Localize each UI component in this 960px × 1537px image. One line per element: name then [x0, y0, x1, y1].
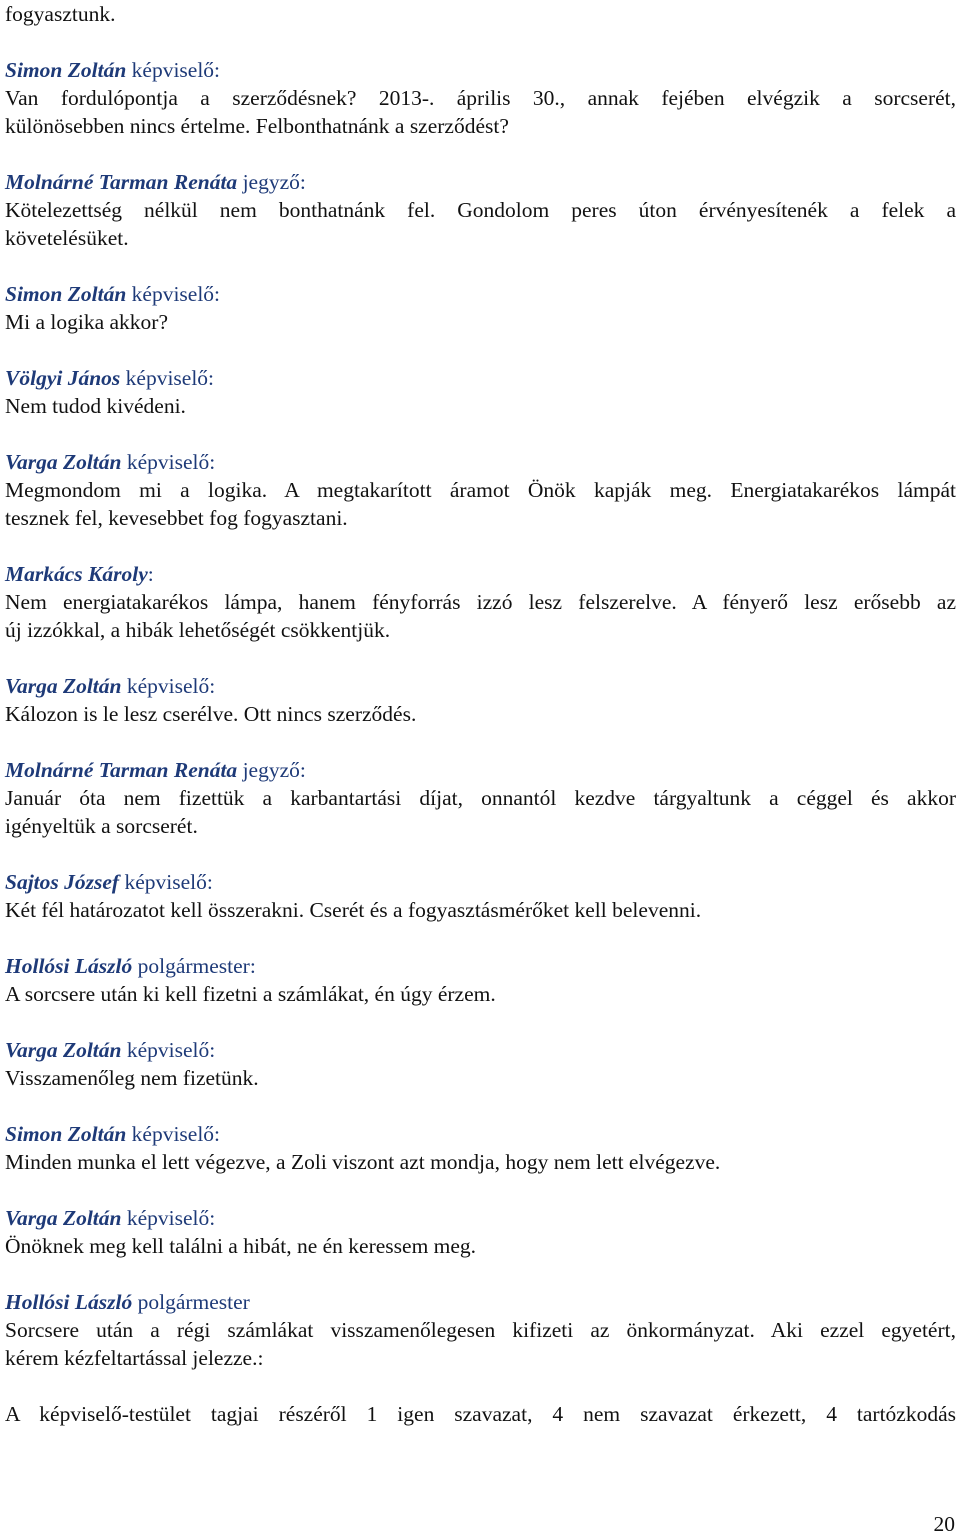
speaker-name: Simon Zoltán	[5, 1122, 127, 1146]
speech-text-line: Van fordulópontja a szerződésnek? 2013-. április 30., annak fejében elvégzik a sorcserét,	[5, 86, 956, 110]
speech-text-line: tesznek fel, kevesebbet fog fogyasztani.	[5, 506, 348, 530]
speaker-heading	[5, 56, 956, 84]
speaker-heading	[5, 1120, 956, 1148]
speech-text-line: A sorcsere után ki kell fizetni a számlákat, én úgy érzem.	[5, 982, 496, 1006]
speaker-heading	[5, 364, 956, 392]
speaker-role: képviselő:	[121, 450, 216, 474]
speaker-role: képviselő:	[121, 1206, 216, 1230]
speech-text-line: Nem energiatakarékos lámpa, hanem fényforrás izzó lesz felszerelve. A fényerő lesz erősebb az	[5, 590, 956, 614]
speaker-name: Simon Zoltán	[5, 282, 127, 306]
speech-text-line: Január óta nem fizettük a karbantartási díjat, onnantól kezdve tárgyaltunk a céggel és akkor	[5, 786, 956, 810]
speaker-name: Varga Zoltán	[5, 1206, 122, 1230]
speaker-heading	[5, 280, 956, 308]
speaker-role: polgármester:	[132, 954, 256, 978]
speaker-heading	[5, 1204, 956, 1232]
speaker-role: képviselő:	[120, 366, 215, 390]
speech-text-line: Mi a logika akkor?	[5, 310, 168, 334]
speech-text-line: Kálozon is le lesz cserélve. Ott nincs szerződés.	[5, 702, 417, 726]
speech-text-line: Megmondom mi a logika. A megtakarított áramot Önök kapják meg. Energiatakarékos lámpát	[5, 478, 956, 502]
speaker-heading	[5, 952, 956, 980]
speaker-name: Hollósi László	[5, 1290, 133, 1314]
speaker-name: Markács Károly	[5, 562, 148, 586]
speaker-heading	[5, 672, 956, 700]
minutes-body	[5, 56, 956, 1372]
top-fragment: fogyasztunk.	[5, 2, 116, 26]
speech-text-line: igényeltük a sorcserét.	[5, 814, 198, 838]
speaker-name: Sajtos József	[5, 870, 120, 894]
speaker-role: jegyző:	[237, 170, 306, 194]
speaker-heading	[5, 1288, 956, 1316]
speaker-role: képviselő:	[121, 1038, 216, 1062]
speaker-name: Varga Zoltán	[5, 450, 122, 474]
speaker-role: jegyző:	[237, 758, 306, 782]
document-page	[5, 0, 956, 1428]
speech-text-line: kérem kézfeltartással jelezze.:	[5, 1346, 264, 1370]
speaker-heading	[5, 560, 956, 588]
speaker-name: Simon Zoltán	[5, 58, 127, 82]
speech-text-line: Két fél határozatot kell összerakni. Cserét és a fogyasztásmérőket kell belevenni.	[5, 898, 702, 922]
vote-result: A képviselő-testület tagjai részéről 1 igen szavazat, 4 nem szavazat érkezett, 4 tartózkodás	[5, 1402, 956, 1426]
speaker-heading	[5, 756, 956, 784]
speaker-name: Molnárné Tarman Renáta	[5, 758, 238, 782]
speaker-name: Varga Zoltán	[5, 674, 122, 698]
speech-text-line: Visszamenőleg nem fizetünk.	[5, 1066, 259, 1090]
speech-text-line: Nem tudod kivédeni.	[5, 394, 186, 418]
speaker-name: Völgyi János	[5, 366, 121, 390]
speaker-role: :	[147, 562, 154, 586]
speaker-heading	[5, 448, 956, 476]
speaker-name: Hollósi László	[5, 954, 133, 978]
speaker-name: Molnárné Tarman Renáta	[5, 170, 238, 194]
speaker-heading	[5, 1036, 956, 1064]
speech-text-line: Kötelezettség nélkül nem bonthatnánk fel. Gondolom peres úton érvényesítenék a felek a	[5, 198, 956, 222]
speaker-role: képviselő:	[126, 58, 221, 82]
speech-text-line: követelésüket.	[5, 226, 129, 250]
speech-text-line: Önöknek meg kell találni a hibát, ne én keressem meg.	[5, 1234, 477, 1258]
speaker-heading	[5, 868, 956, 896]
speech-text-line: Sorcsere után a régi számlákat visszamenőlegesen kifizeti az önkormányzat. Aki ezzel egyetért,	[5, 1318, 956, 1342]
speaker-name: Varga Zoltán	[5, 1038, 122, 1062]
page-number: 20	[933, 1512, 955, 1536]
speaker-role: képviselő:	[119, 870, 213, 894]
speaker-role: képviselő:	[126, 282, 221, 306]
speech-text-line: Minden munka el lett végezve, a Zoli viszont azt mondja, hogy nem lett elvégezve.	[5, 1150, 721, 1174]
speaker-role: polgármester	[132, 1290, 250, 1314]
speech-text-line: új izzókkal, a hibák lehetőségét csökkentjük.	[5, 618, 391, 642]
speech-text-line: különösebben nincs értelme. Felbonthatnánk a szerződést?	[5, 114, 509, 138]
speaker-heading	[5, 168, 956, 196]
speaker-role: képviselő:	[121, 674, 216, 698]
speaker-role: képviselő:	[126, 1122, 221, 1146]
